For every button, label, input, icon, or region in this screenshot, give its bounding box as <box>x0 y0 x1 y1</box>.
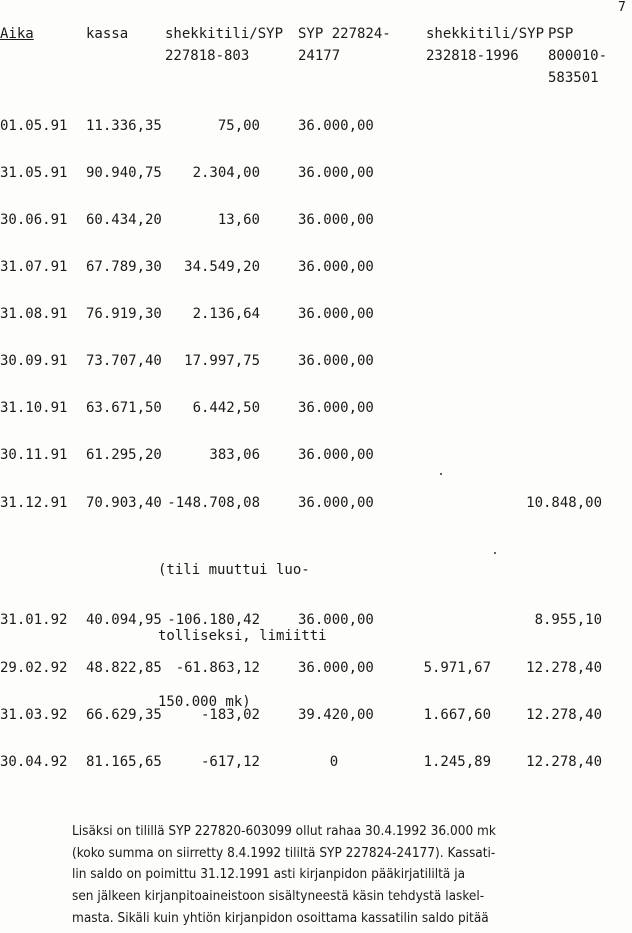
row-syp: 36.000,00 <box>298 400 374 416</box>
row-shekkitili: 2.304,00 <box>192 165 260 181</box>
row-kassa: 63.671,50 <box>86 400 162 416</box>
row-shekkitili: 13,60 <box>217 212 260 228</box>
row-psp: 10.848,00 <box>526 495 602 511</box>
row-syp: 36.000,00 <box>298 660 374 676</box>
row-syp: 36.000,00 <box>298 447 374 463</box>
row-date: 31.07.91 <box>0 259 68 275</box>
row-shekkitili: 6.442,50 <box>192 400 260 416</box>
header-aika: Aika <box>0 26 34 42</box>
speck <box>494 552 496 554</box>
row-date: 30.04.92 <box>0 754 68 770</box>
row-shekkitili: 75,00 <box>217 118 260 134</box>
page-number: 7 <box>618 0 626 15</box>
row-psp: 8.955,10 <box>534 612 602 628</box>
table-row <box>0 162 624 184</box>
header-psp: PSP 800010- 583501 <box>548 26 608 86</box>
table-row <box>0 397 624 419</box>
row-psp: 12.278,40 <box>526 660 602 676</box>
row-date: 31.12.91 <box>0 495 68 511</box>
row-shekkitili-2: 5.971,67 <box>423 660 491 676</box>
row-shekkitili-2: 1.667,60 <box>423 707 491 723</box>
row-kassa: 61.295,20 <box>86 447 162 463</box>
row-kassa: 67.789,30 <box>86 259 162 275</box>
row-kassa: 48.822,85 <box>86 660 162 676</box>
table-row <box>0 751 624 773</box>
row-shekkitili: 2.136,64 <box>192 306 260 322</box>
row-shekkitili: -61.863,12 <box>175 660 260 676</box>
row-date: 31.05.91 <box>0 165 68 181</box>
table-row <box>0 492 624 514</box>
row-syp: 0 <box>329 754 339 770</box>
row-date: 29.02.92 <box>0 660 68 676</box>
row-syp: 36.000,00 <box>298 612 374 628</box>
row-psp: 12.278,40 <box>526 754 602 770</box>
row-shekkitili: 17.997,75 <box>184 353 260 369</box>
table-row <box>0 303 624 325</box>
row-shekkitili: 383,06 <box>209 447 260 463</box>
row-shekkitili: -106.180,42 <box>167 612 260 628</box>
row-kassa: 11.336,35 <box>86 118 162 134</box>
speck <box>440 473 442 475</box>
row-date: 30.11.91 <box>0 447 68 463</box>
row-kassa: 76.919,30 <box>86 306 162 322</box>
table-row <box>0 256 624 278</box>
header-shekkitili-1: shekkitili/SYP 227818-803 <box>165 26 284 64</box>
row-kassa: 70.903,40 <box>86 495 162 511</box>
row-syp: 39.420,00 <box>298 707 374 723</box>
account-note: (tili muuttui luo- tolliseksi, limiitti 150.000 mk) <box>158 562 327 710</box>
table-row <box>0 209 624 231</box>
row-kassa: 66.629,35 <box>86 707 162 723</box>
row-date: 31.03.92 <box>0 707 68 723</box>
row-date: 31.08.91 <box>0 306 68 322</box>
row-syp: 36.000,00 <box>298 118 374 134</box>
row-syp: 36.000,00 <box>298 495 374 511</box>
header-kassa: kassa <box>86 26 129 42</box>
row-shekkitili: -617,12 <box>200 754 260 770</box>
row-psp: 12.278,40 <box>526 707 602 723</box>
row-kassa: 73.707,40 <box>86 353 162 369</box>
header-shekkitili-2: shekkitili/SYP 232818-1996 <box>426 26 545 64</box>
row-date: 31.01.92 <box>0 612 68 628</box>
row-date: 31.10.91 <box>0 400 68 416</box>
row-shekkitili: 34.549,20 <box>184 259 260 275</box>
row-shekkitili: -148.708,08 <box>167 495 260 511</box>
row-date: 30.06.91 <box>0 212 68 228</box>
table-row <box>0 115 624 137</box>
row-kassa: 40.094,95 <box>86 612 162 628</box>
row-date: 30.09.91 <box>0 353 68 369</box>
row-syp: 36.000,00 <box>298 165 374 181</box>
row-date: 01.05.91 <box>0 118 68 134</box>
row-shekkitili: -183,02 <box>200 707 260 723</box>
row-syp: 36.000,00 <box>298 212 374 228</box>
table-row <box>0 350 624 372</box>
table-row <box>0 444 624 466</box>
row-kassa: 90.940,75 <box>86 165 162 181</box>
body-paragraph: Lisäksi on tilillä SYP 227820-603099 ollut rahaa 30.4.1992 36.000 mk (koko summa on siirretty 8.4.1992 tililtä SYP 227824-24177). Kassati- lin saldo on poimittu 31.12.1991 asti kirjanpidon pääkirjatililtä ja sen jälkeen kirjanpitoaineistoon sisältyneestä käsin tehdystä laskel- masta. Sikäli kuin yhtiön kirjanpidon osoittama kassatilin saldo pitää <box>72 823 496 926</box>
row-kassa: 81.165,65 <box>86 754 162 770</box>
row-syp: 36.000,00 <box>298 259 374 275</box>
row-shekkitili-2: 1.245,89 <box>423 754 491 770</box>
row-kassa: 60.434,20 <box>86 212 162 228</box>
row-syp: 36.000,00 <box>298 353 374 369</box>
row-syp: 36.000,00 <box>298 306 374 322</box>
header-syp: SYP 227824- 24177 <box>298 26 391 64</box>
